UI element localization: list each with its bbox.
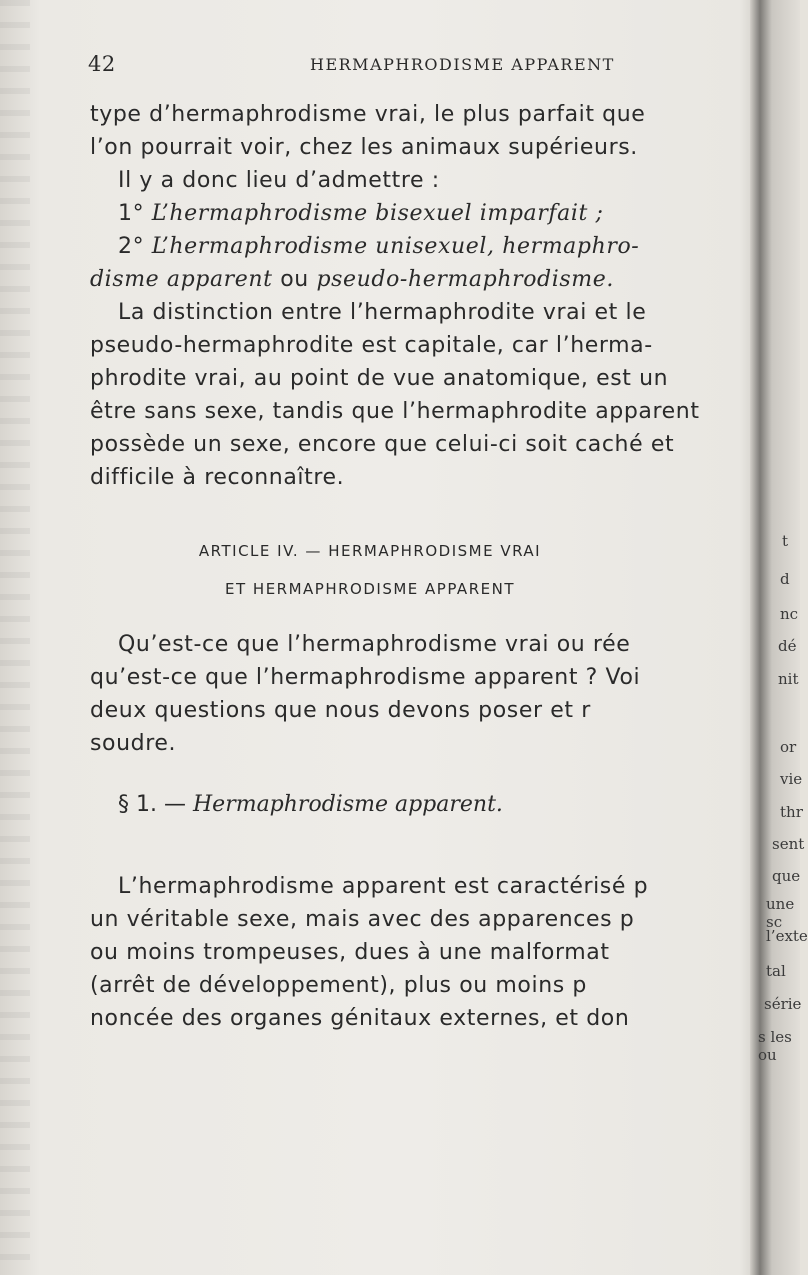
section-number: § 1. —: [118, 792, 186, 817]
text-line: type d’hermaphrodisme vrai, le plus parfait que: [90, 102, 646, 127]
margin-fragment: thr: [780, 803, 803, 821]
list-text: L’hermaphrodisme unisexuel, hermaphro-: [151, 234, 640, 259]
margin-fragment: nit: [778, 670, 799, 688]
list-number: 2°: [118, 234, 145, 259]
page-number: 42: [88, 52, 116, 76]
margin-fragment: or: [780, 738, 797, 756]
margin-fragment: sent: [772, 835, 805, 853]
text-line: possède un sexe, encore que celui-ci soit caché et: [90, 432, 675, 457]
list: [90, 197, 750, 296]
text-line: qu’est-ce que l’hermaphrodisme apparent ? Voi: [90, 665, 641, 690]
list-item-1: [90, 197, 750, 230]
margin-fragment: l’exte: [766, 927, 808, 945]
section-title: [118, 792, 503, 817]
text-line: être sans sexe, tandis que l’hermaphrodite apparent: [90, 399, 700, 424]
paragraph-4: [90, 628, 750, 760]
paragraph-2: [90, 164, 750, 197]
margin-fragment: t: [782, 532, 789, 550]
italic-term: disme apparent: [90, 267, 273, 292]
margin-fragment: série: [764, 995, 802, 1013]
text-line: Qu’est-ce que l’hermaphrodisme vrai ou rée: [118, 632, 631, 657]
margin-fragment: que: [772, 867, 801, 885]
conjunction: ou: [280, 267, 309, 292]
running-head: HERMAPHRODISME APPARENT: [310, 55, 615, 74]
text-line: (arrêt de développement), plus ou moins p: [90, 973, 587, 998]
text-line: difficile à reconnaître.: [90, 465, 345, 490]
text-line: l’on pourrait voir, chez les animaux supérieurs.: [90, 135, 638, 160]
article-heading-line-2: ET HERMAPHRODISME APPARENT: [225, 580, 515, 598]
page-header: [88, 50, 728, 80]
margin-fragment: dé: [778, 637, 797, 655]
margin-fragment: d: [780, 570, 790, 588]
margin-fragment: s les ou: [758, 1028, 792, 1064]
paragraph-3: [90, 296, 750, 494]
article-heading-line-1: ARTICLE IV. — HERMAPHRODISME VRAI: [198, 542, 542, 560]
list-text: L’hermaphrodisme bisexuel imparfait ;: [151, 201, 604, 226]
section-name: Hermaphrodisme apparent.: [192, 792, 503, 817]
margin-fragment: vie: [780, 770, 803, 788]
italic-term: pseudo-hermaphrodisme.: [316, 267, 614, 292]
text-line: La distinction entre l’hermaphrodite vrai et le: [118, 300, 647, 325]
margin-fragment: nc: [780, 605, 799, 623]
margin-fragment: tal: [766, 962, 786, 980]
list-item-2-continuation: [90, 263, 750, 296]
text-line: phrodite vrai, au point de vue anatomique, est un: [90, 366, 669, 391]
binding-shadow-left: [0, 0, 30, 1275]
list-number: 1°: [118, 201, 145, 226]
text-line: soudre.: [90, 731, 177, 756]
paragraph-1: [90, 98, 750, 164]
paragraph-5: [90, 870, 750, 1035]
text-line: ou moins trompeuses, dues à une malformat: [90, 940, 610, 965]
text-line: Il y a donc lieu d’admettre :: [118, 168, 440, 193]
list-item-2: [90, 230, 750, 263]
margin-fragment: une sc: [766, 895, 795, 931]
text-line: noncée des organes génitaux externes, et don: [90, 1006, 630, 1031]
text-line: L’hermaphrodisme apparent est caractérisé p: [118, 874, 649, 899]
text-line: deux questions que nous devons poser et r: [90, 698, 591, 723]
text-line: pseudo-hermaphrodite est capitale, car l’herma-: [90, 333, 653, 358]
text-line: un véritable sexe, mais avec des apparences p: [90, 907, 635, 932]
